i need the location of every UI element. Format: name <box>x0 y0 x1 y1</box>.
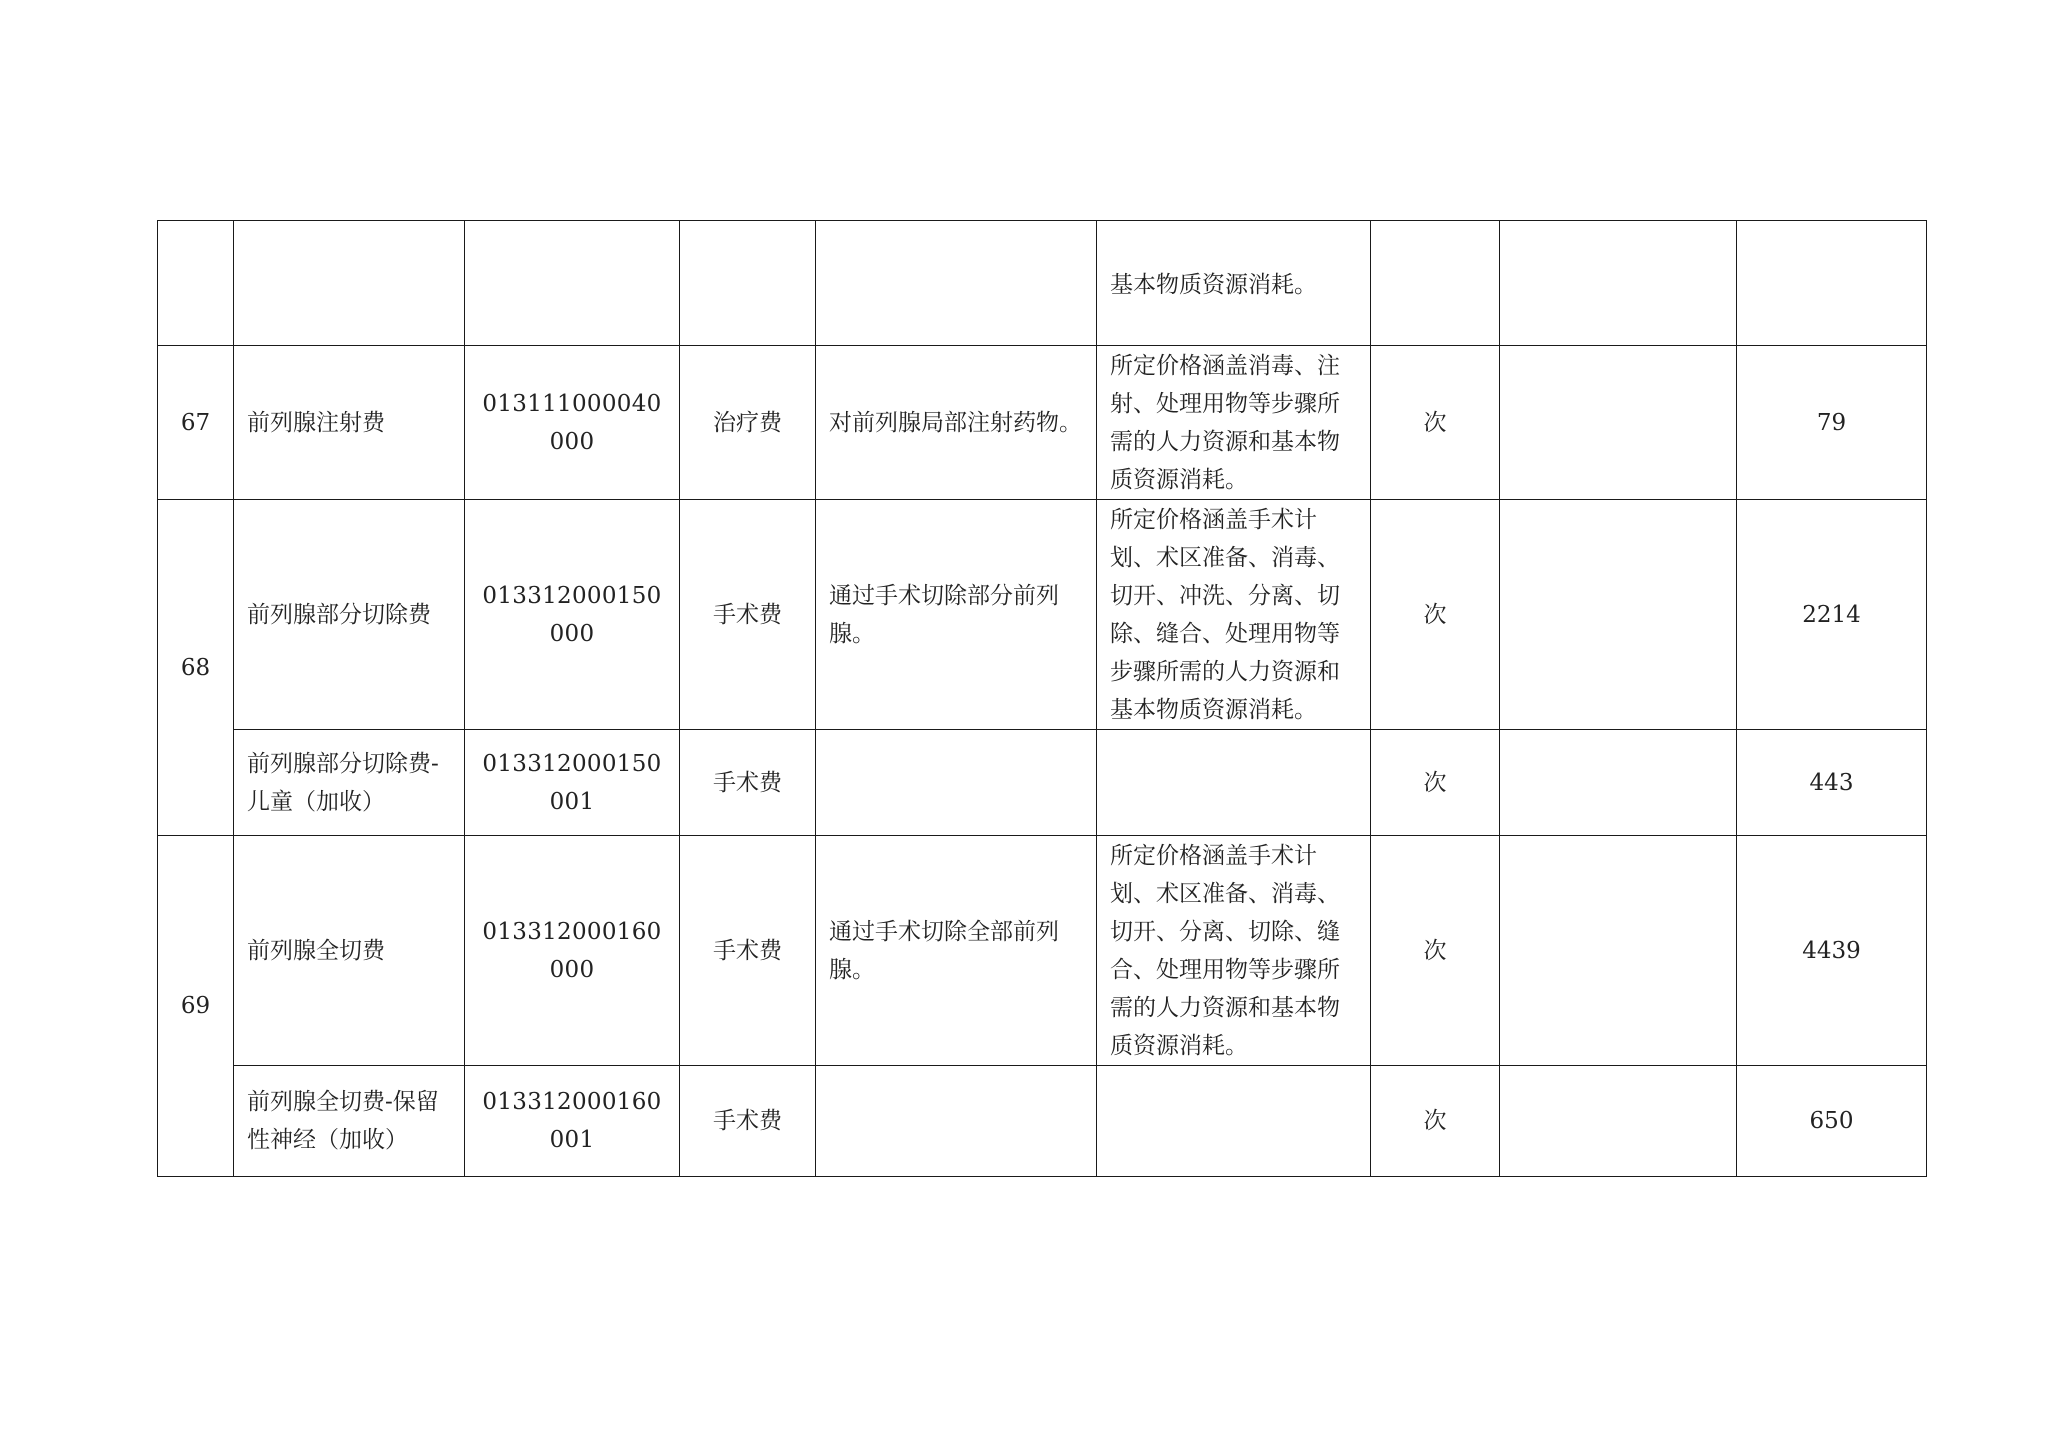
price-cell: 79 <box>1737 346 1927 500</box>
price-scope-cell <box>1097 730 1371 836</box>
item-number-cell: 67 <box>158 346 234 500</box>
unit-cell: 次 <box>1371 1066 1500 1177</box>
exclusions-cell <box>1500 836 1737 1066</box>
unit-cell: 次 <box>1371 730 1500 836</box>
item-name-cell: 前列腺注射费 <box>234 346 465 500</box>
fee-type-cell: 手术费 <box>680 500 816 730</box>
item-code-cell <box>465 221 680 346</box>
unit-cell: 次 <box>1371 346 1500 500</box>
fee-type-cell: 手术费 <box>680 836 816 1066</box>
item-name-cell: 前列腺部分切除费 <box>234 500 465 730</box>
item-name-cell <box>234 221 465 346</box>
price-cell: 650 <box>1737 1066 1927 1177</box>
exclusions-cell <box>1500 221 1737 346</box>
item-number-cell: 68 <box>158 500 234 836</box>
item-number-cell: 69 <box>158 836 234 1177</box>
price-cell: 443 <box>1737 730 1927 836</box>
item-name-cell: 前列腺全切费 <box>234 836 465 1066</box>
item-code-cell: 013312000150000 <box>465 500 680 730</box>
item-number-cell <box>158 221 234 346</box>
table-row <box>158 500 1927 730</box>
unit-cell: 次 <box>1371 500 1500 730</box>
item-code-cell: 013111000040000 <box>465 346 680 500</box>
fee-type-cell: 治疗费 <box>680 346 816 500</box>
service-content-cell <box>816 221 1097 346</box>
table-row <box>158 1066 1927 1177</box>
exclusions-cell <box>1500 346 1737 500</box>
table-row <box>158 346 1927 500</box>
price-cell: 2214 <box>1737 500 1927 730</box>
price-scope-cell: 基本物质资源消耗。 <box>1097 221 1371 346</box>
price-cell: 4439 <box>1737 836 1927 1066</box>
item-code-cell: 013312000160000 <box>465 836 680 1066</box>
unit-cell: 次 <box>1371 836 1500 1066</box>
exclusions-cell <box>1500 1066 1737 1177</box>
item-code-cell: 013312000150001 <box>465 730 680 836</box>
fee-type-cell <box>680 221 816 346</box>
medical-fee-table <box>157 220 1927 1177</box>
service-content-cell: 通过手术切除全部前列腺。 <box>816 836 1097 1066</box>
price-scope-cell <box>1097 1066 1371 1177</box>
service-content-cell <box>816 730 1097 836</box>
table-row <box>158 730 1927 836</box>
service-content-cell <box>816 1066 1097 1177</box>
item-name-cell: 前列腺部分切除费-儿童（加收） <box>234 730 465 836</box>
price-cell <box>1737 221 1927 346</box>
unit-cell <box>1371 221 1500 346</box>
item-name-cell: 前列腺全切费-保留性神经（加收） <box>234 1066 465 1177</box>
item-code-cell: 013312000160001 <box>465 1066 680 1177</box>
table-row-continuation <box>158 221 1927 346</box>
exclusions-cell <box>1500 500 1737 730</box>
price-scope-cell: 所定价格涵盖消毒、注射、处理用物等步骤所需的人力资源和基本物质资源消耗。 <box>1097 346 1371 500</box>
fee-type-cell: 手术费 <box>680 1066 816 1177</box>
table-row <box>158 836 1927 1066</box>
price-scope-cell: 所定价格涵盖手术计划、术区准备、消毒、切开、冲洗、分离、切除、缝合、处理用物等步骤所需的人力资源和基本物质资源消耗。 <box>1097 500 1371 730</box>
price-scope-cell: 所定价格涵盖手术计划、术区准备、消毒、切开、分离、切除、缝合、处理用物等步骤所需的人力资源和基本物质资源消耗。 <box>1097 836 1371 1066</box>
fee-type-cell: 手术费 <box>680 730 816 836</box>
exclusions-cell <box>1500 730 1737 836</box>
service-content-cell: 对前列腺局部注射药物。 <box>816 346 1097 500</box>
service-content-cell: 通过手术切除部分前列腺。 <box>816 500 1097 730</box>
